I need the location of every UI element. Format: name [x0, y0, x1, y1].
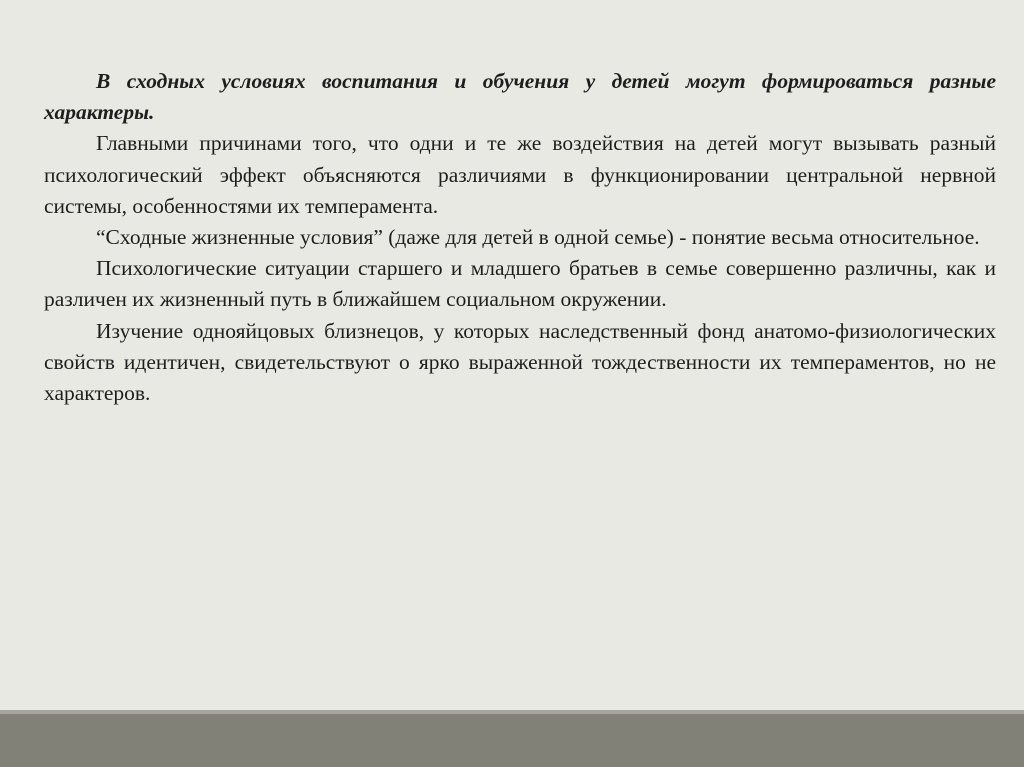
paragraph-conditions: “Сходные жизненные условия” (даже для детей в одной семье) - понятие весьма относительное.: [96, 225, 980, 250]
paragraph-brothers: Психологические ситуации старшего и младшего братьев в семье совершенно различны, как и различен их жизненный путь в ближайшем социальном окружении.: [44, 256, 996, 312]
lead-paragraph: В сходных условиях воспитания и обучения у детей могут формироваться разные характеры.: [44, 69, 996, 125]
paragraph-twins: Изучение однояйцовых близнецов, у которых наследственный фонд анатомо-физиологических свойств идентичен, свидетельствуют о ярко выраженной тождественности их темпераментов, но не характеров.: [44, 318, 996, 406]
footer-band: [0, 714, 1024, 767]
slide-body: [44, 66, 996, 409]
paragraph-causes: Главными причинами того, что одни и те же воздействия на детей могут вызывать разный психологический эффект объясняются различиями в функционировании центральной нервной системы, особенностями их темперамента.: [44, 131, 996, 218]
